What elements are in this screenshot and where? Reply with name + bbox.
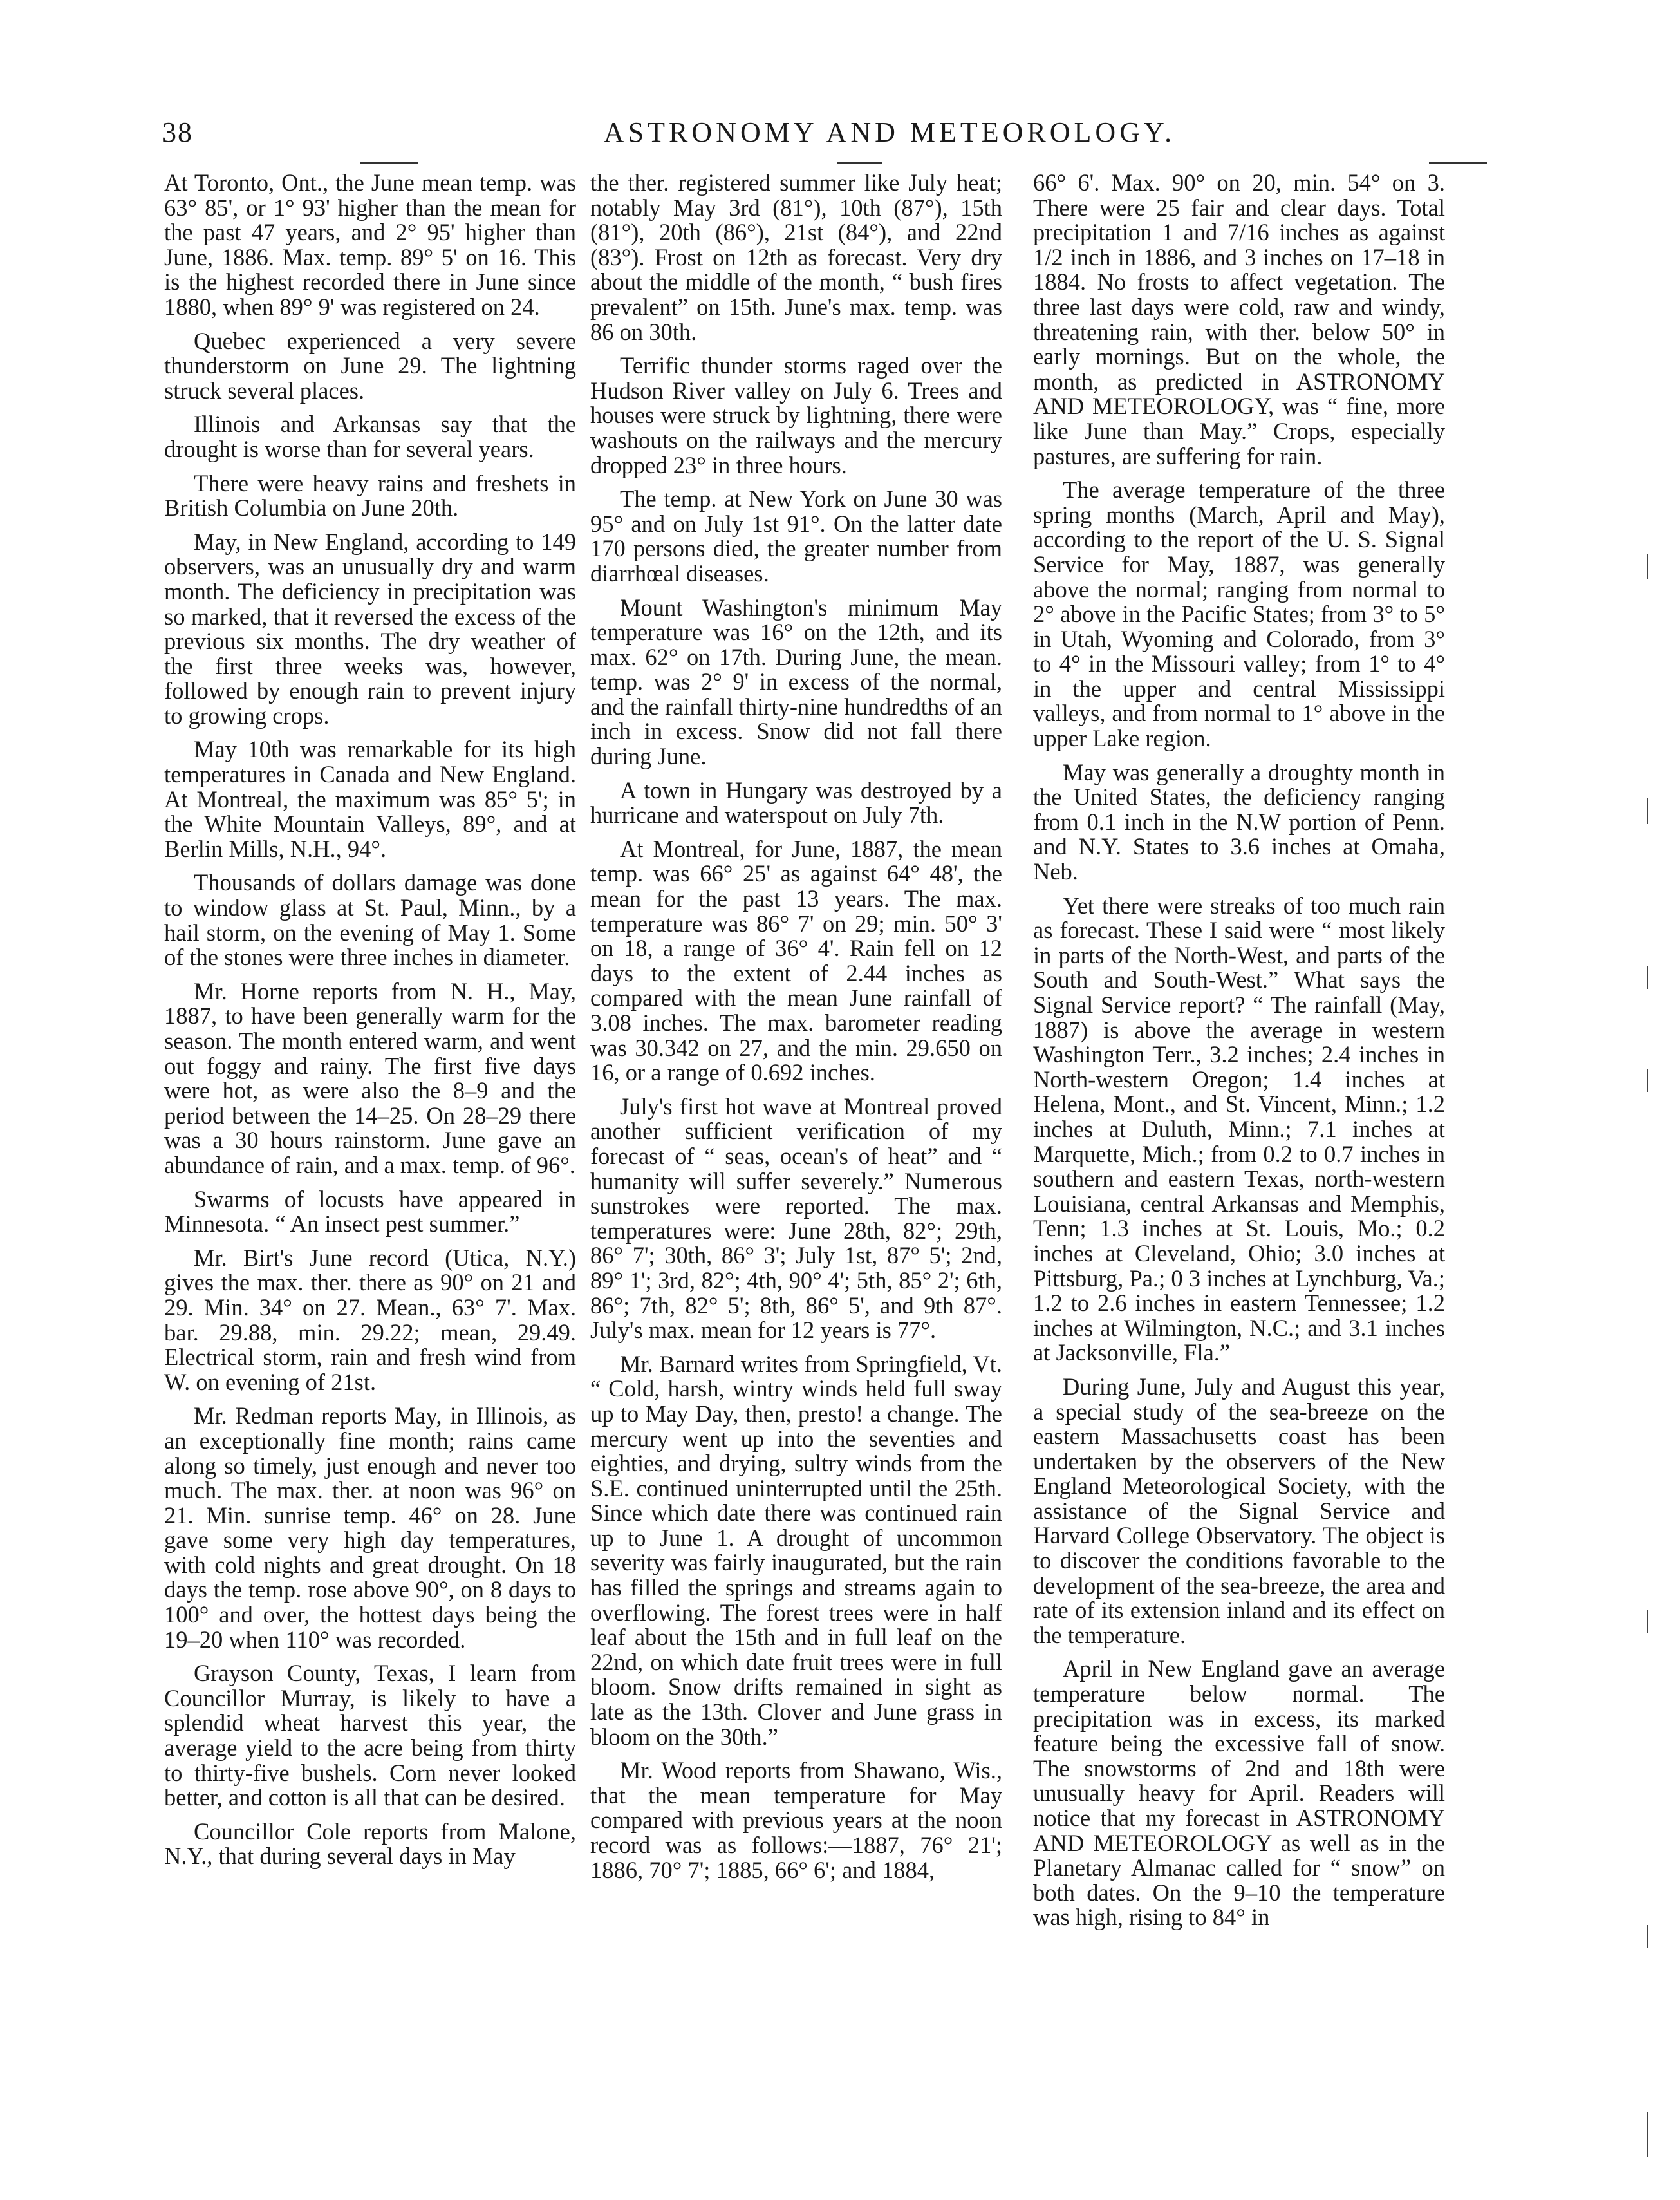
margin-mark <box>1647 1610 1648 1633</box>
paragraph: 66° 6'. Max. 90° on 20, min. 54° on 3. There were 25 fair and clear days. Total precipitation 1 and 7/16 inches as against 1/2 inch in 1886, and 3 inches on 17–18 in 1884. No frosts to affect vegetation. The three last days were cold, raw and windy, threatening rain, with ther. below 50° in early mornings. But on the whole, the month, as predicted in ASTRONOMY AND METEOROLOGY, was “ fine, more like June than May.” Crops, especially pastures, are suffering for rain. <box>1033 171 1445 469</box>
paragraph: May, in New England, according to 149 observers, was an unusually dry and warm month. The deficiency in precipitation was so marked, that it reversed the excess of the previous six months. The dry weather of the first three weeks was, however, followed by enough rain to prevent injury to growing crops. <box>164 528 576 729</box>
paragraph: Mount Washington's minimum May temperature was 16° on the 12th, and its max. 62° on 17th. During June, the mean. temp. was 2° 9' in excess of the normal, and the rainfall thirty-nine hundredths of an inch in excess. Snow did not fall there during June. <box>590 594 1002 770</box>
margin-mark <box>1647 2112 1648 2157</box>
paragraph: The temp. at New York on June 30 was 95° and on July 1st 91°. On the latter date 170 persons died, the greater number from diarrhœal diseases. <box>590 485 1002 587</box>
margin-mark <box>1647 1069 1648 1092</box>
header-rule-right <box>1429 162 1487 164</box>
paragraph: the ther. registered summer like July heat; notably May 3rd (81°), 10th (87°), 15th (81°), 20th (86°), 21st (84°), and 22nd (83°). Frost on 12th as forecast. Very dry about the middle of the month, “ bush fires prevalent” on 15th. June's max. temp. was 86 on 30th. <box>590 171 1002 345</box>
paragraph: July's first hot wave at Montreal proved another sufficient verification of my forecast of “ seas, ocean's of heat” and “ humanity will suffer severely.” Numerous sunstrokes were reported. The max. temperatures were: June 28th, 82°; 29th, 86° 7'; 30th, 86° 3'; July 1st, 87° 5'; 2nd, 89° 1'; 3rd, 82°; 4th, 90° 4'; 5th, 85° 2'; 6th, 86°; 7th, 82° 5'; 8th, 86° 5', and 9th 87°. July's max. mean for 12 years is 77°. <box>590 1093 1002 1344</box>
paragraph: The average temperature of the three spring months (March, April and May), according to the report of the U. S. Signal Service for May, 1887, was generally above the normal; ranging from normal to 2° above in the Pacific States; from 3° to 5° in Utah, Wyoming and Colorado, from 3° to 4° in the Missouri valley; from 1° to 4° in the upper and central Mississippi valleys, and from normal to 1° above in the upper Lake region. <box>1033 476 1445 752</box>
margin-mark <box>1647 1925 1648 1948</box>
paragraph: Terrific thunder storms raged over the Hudson River valley on July 6. Trees and houses were struck by lightning, there were washouts on the railways and the mercury dropped 23° in three hours. <box>590 352 1002 478</box>
paragraph: Mr. Barnard writes from Springfield, Vt. “ Cold, harsh, wintry winds held full sway up to May Day, then, presto! a change. The mercury went up into the seventies and eighties, and drying, sultry winds from the S.E. continued uninterrupted until the 25th. Since which date there was continued rain up to June 1. A drought of uncommon severity was fairly inaugurated, but the rain has filled the springs and streams again to overflowing. The forest trees were in half leaf about the 15th and in full leaf on the 22nd, on which date fruit trees were in full bloom. Snow drifts remained in sight as late as the 13th. Clover and June grass in bloom on the 30th.” <box>590 1350 1002 1750</box>
paragraph: A town in Hungary was destroyed by a hurricane and waterspout on July 7th. <box>590 776 1002 829</box>
header-rule-mid <box>837 162 882 164</box>
running-head: ASTRONOMY AND METEOROLOGY. <box>603 117 1176 148</box>
margin-mark <box>1647 554 1648 579</box>
text-column-1 <box>164 171 576 2154</box>
paragraph: Swarms of locusts have appeared in Minnesota. “ An insect pest summer.” <box>164 1185 576 1237</box>
paragraph: At Montreal, for June, 1887, the mean temp. was 66° 25' as against 64° 48', the mean for the past 13 years. The max. temperature was 86° 7' on 29; min. 50° 3' on 18, a range of 36° 4'. Rain fell on 12 days to the extent of 2.44 inches as compared with the mean June rainfall of 3.08 inches. The max. barometer reading was 30.342 on 27, and the min. 29.650 on 16, or a range of 0.692 inches. <box>590 835 1002 1086</box>
page-header <box>162 116 1617 161</box>
page-number: 38 <box>162 117 193 148</box>
paragraph: May was generally a droughty month in the United States, the deficiency ranging from 0.1 inch in the N.W portion of Penn. and N.Y. States to 3.6 inches at Omaha, Neb. <box>1033 758 1445 885</box>
paragraph: Mr. Wood reports from Shawano, Wis., that the mean temperature for May compared with previous years at the noon record was as follows:—1887, 76° 21'; 1886, 70° 7'; 1885, 66° 6'; and 1884, <box>590 1757 1002 1883</box>
paragraph: Mr. Birt's June record (Utica, N.Y.) gives the max. ther. there as 90° on 21 and 29. Min. 34° on 27. Mean., 63° 7'. Max. bar. 29.88, min. 29.22; mean, 29.49. Electrical storm, rain and fresh wind from W. on evening of 21st. <box>164 1244 576 1395</box>
paragraph: April in New England gave an average temperature below normal. The precipitation was in excess, its marked feature being the excessive fall of snow. The snowstorms of 2nd and 18th were unusually heavy for April. Readers will notice that my forecast in ASTRONOMY AND METEOROLOGY as well as in the Planetary Almanac called for “ snow” on both dates. On the 9–10 the temperature was high, rising to 84° in <box>1033 1655 1445 1931</box>
paragraph: Thousands of dollars damage was done to window glass at St. Paul, Minn., by a hail storm, on the evening of May 1. Some of the stones were three inches in diameter. <box>164 869 576 971</box>
paragraph: Illinois and Arkansas say that the drought is worse than for several years. <box>164 411 576 462</box>
paragraph: At Toronto, Ont., the June mean temp. was 63° 85', or 1° 93' higher than the mean for the past 47 years, and 2° 95' higher than June, 1886. Max. temp. 89° 5' on 16. This is the highest recorded there in June since 1880, when 89° 9' was registered on 24. <box>164 171 576 320</box>
header-rule-left <box>360 162 418 164</box>
paragraph: Quebec experienced a very severe thunderstorm on June 29. The lightning struck several places. <box>164 327 576 404</box>
paragraph: Yet there were streaks of too much rain as forecast. These I said were “ most likely in parts of the North-West, and parts of the South and South-West.” What says the Signal Service report? “ The rainfall (May, 1887) is above the average in western Washington Terr., 3.2 inches; 2.4 inches in North-western Oregon; 1.4 inches at Helena, Mont., and St. Vincent, Minn.; 1.2 inches at Duluth, Minn.; 7.1 inches at Marquette, Mich.; from 0.2 to 0.7 inches in southern and eastern Texas, north-western Louisiana, central Arkansas and Memphis, Tenn; 1.3 inches at St. Louis, Mo.; 0.2 inches at Cleveland, Ohio; 3.0 inches at Pittsburg, Pa.; 0 3 inches at Lynchburg, Va.; 1.2 to 2.6 inches in eastern Tennessee; 1.2 inches at Wilmington, N.C.; and 3.1 inches at Jacksonville, Fla.” <box>1033 892 1445 1366</box>
paragraph: Mr. Horne reports from N. H., May, 1887, to have been generally warm for the season. The month entered warm, and went out foggy and rainy. The first five days were hot, as were also the 8–9 and the period between the 14–25. On 28–29 there was a 30 hours rainstorm. June gave an abundance of rain, and a max. temp. of 96°. <box>164 977 576 1178</box>
paragraph: Grayson County, Texas, I learn from Councillor Murray, is likely to have a splendid wheat harvest this year, the average yield to the acre being from thirty to thirty-five bushels. Corn never looked better, and cotton is all that can be desired. <box>164 1660 576 1811</box>
text-column-2 <box>590 171 1002 2154</box>
margin-mark <box>1647 966 1648 989</box>
paragraph: Councillor Cole reports from Malone, N.Y., that during several days in May <box>164 1818 576 1870</box>
margin-mark <box>1647 798 1648 824</box>
paragraph: There were heavy rains and freshets in British Columbia on June 20th. <box>164 469 576 522</box>
paragraph: During June, July and August this year, a special study of the sea-breeze on the eastern Massachusetts coast has been undertaken by the observers of the New England Meteorological Society, with the assistance of the Signal Service and Harvard College Observatory. The object is to discover the conditions favorable to the development of the sea-breeze, the area and rate of its extension inland and its effect on the temperature. <box>1033 1373 1445 1648</box>
paragraph: Mr. Redman reports May, in Illinois, as an exceptionally fine month; rains came along so timely, just enough and never too much. The max. ther. at noon was 96° on 21. Min. sunrise temp. 46° on 28. June gave some very high day temperatures, with cold nights and great drought. On 18 days the temp. rose above 90°, on 8 days to 100° and over, the hottest days being the 19–20 when 110° was recorded. <box>164 1402 576 1653</box>
text-column-3 <box>1033 171 1445 2154</box>
paragraph: May 10th was remarkable for its high temperatures in Canada and New England. At Montreal, the maximum was 85° 5'; in the White Mountain Valleys, 89°, and at Berlin Mills, N.H., 94°. <box>164 736 576 862</box>
